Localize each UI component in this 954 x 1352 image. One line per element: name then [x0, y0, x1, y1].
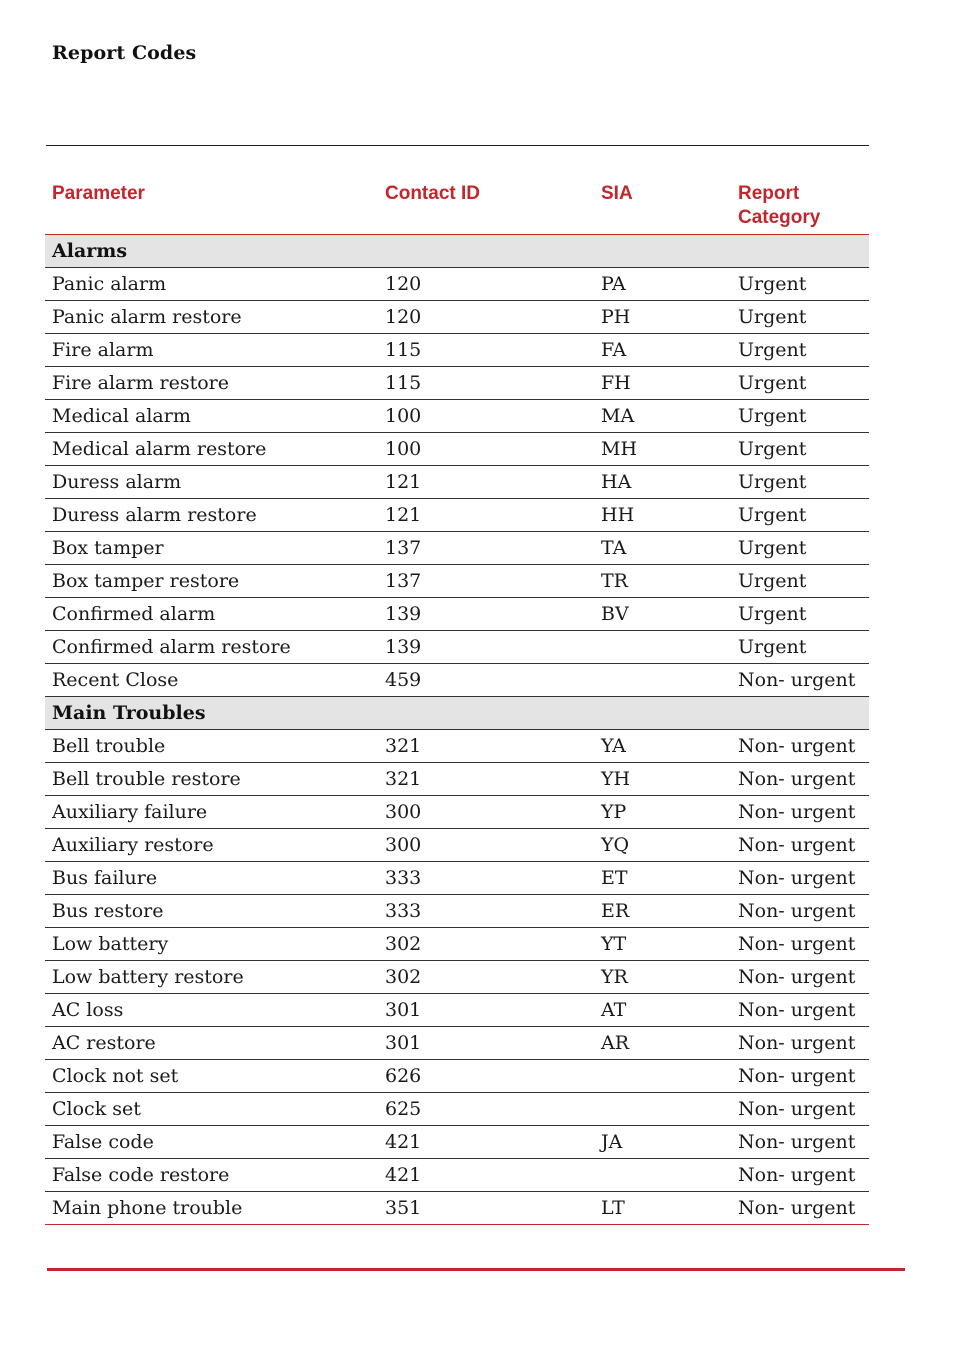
cell-contact-id: 302 [378, 928, 594, 961]
cell-sia: ET [594, 862, 731, 895]
cell-parameter: Fire alarm restore [45, 367, 378, 400]
cell-parameter: Confirmed alarm restore [45, 631, 378, 664]
table-row [45, 334, 869, 367]
table-row [45, 895, 869, 928]
table-row [45, 499, 869, 532]
cell-report-category: Urgent [731, 466, 869, 499]
cell-contact-id: 302 [378, 961, 594, 994]
table-row [45, 367, 869, 400]
cell-report-category: Non- urgent [731, 829, 869, 862]
cell-parameter: Panic alarm [45, 268, 378, 301]
table-row [45, 1126, 869, 1159]
cell-report-category: Non- urgent [731, 664, 869, 697]
table-row [45, 433, 869, 466]
cell-sia: YA [594, 730, 731, 763]
cell-parameter: Bell trouble [45, 730, 378, 763]
cell-sia: FA [594, 334, 731, 367]
cell-report-category: Urgent [731, 598, 869, 631]
table-row [45, 268, 869, 301]
cell-sia [594, 1093, 731, 1126]
cell-parameter: Panic alarm restore [45, 301, 378, 334]
table-row [45, 532, 869, 565]
cell-contact-id: 301 [378, 1027, 594, 1060]
cell-parameter: Fire alarm [45, 334, 378, 367]
cell-report-category: Urgent [731, 334, 869, 367]
cell-sia: MA [594, 400, 731, 433]
cell-contact-id: 137 [378, 532, 594, 565]
cell-parameter: Low battery [45, 928, 378, 961]
cell-report-category: Urgent [731, 565, 869, 598]
cell-contact-id: 300 [378, 796, 594, 829]
top-divider [46, 145, 869, 146]
cell-sia: HH [594, 499, 731, 532]
cell-sia: TA [594, 532, 731, 565]
cell-report-category: Non- urgent [731, 994, 869, 1027]
cell-sia: MH [594, 433, 731, 466]
table-row [45, 466, 869, 499]
section-cell-empty [594, 697, 731, 730]
page-title: Report Codes [52, 42, 197, 64]
cell-sia [594, 1060, 731, 1093]
cell-sia: YP [594, 796, 731, 829]
report-codes-table-container [45, 178, 869, 1225]
cell-parameter: Medical alarm [45, 400, 378, 433]
cell-contact-id: 120 [378, 268, 594, 301]
cell-report-category: Non- urgent [731, 862, 869, 895]
cell-contact-id: 301 [378, 994, 594, 1027]
cell-contact-id: 625 [378, 1093, 594, 1126]
cell-parameter: Medical alarm restore [45, 433, 378, 466]
cell-parameter: Recent Close [45, 664, 378, 697]
cell-report-category: Non- urgent [731, 895, 869, 928]
table-row [45, 664, 869, 697]
cell-sia: PH [594, 301, 731, 334]
cell-report-category: Non- urgent [731, 730, 869, 763]
section-cell-empty [731, 235, 869, 268]
cell-parameter: Main phone trouble [45, 1192, 378, 1225]
cell-parameter: Bus failure [45, 862, 378, 895]
cell-parameter: Auxiliary restore [45, 829, 378, 862]
cell-contact-id: 137 [378, 565, 594, 598]
footer-divider [47, 1268, 905, 1271]
table-row [45, 763, 869, 796]
cell-sia [594, 664, 731, 697]
cell-contact-id: 459 [378, 664, 594, 697]
cell-contact-id: 121 [378, 499, 594, 532]
cell-contact-id: 626 [378, 1060, 594, 1093]
cell-contact-id: 321 [378, 763, 594, 796]
section-title: Alarms [45, 235, 378, 268]
section-cell-empty [378, 235, 594, 268]
cell-contact-id: 321 [378, 730, 594, 763]
cell-report-category: Urgent [731, 499, 869, 532]
cell-sia [594, 1159, 731, 1192]
cell-sia: PA [594, 268, 731, 301]
cell-sia: TR [594, 565, 731, 598]
cell-contact-id: 351 [378, 1192, 594, 1225]
cell-parameter: Box tamper restore [45, 565, 378, 598]
cell-report-category: Urgent [731, 367, 869, 400]
cell-contact-id: 121 [378, 466, 594, 499]
cell-parameter: AC restore [45, 1027, 378, 1060]
cell-sia: JA [594, 1126, 731, 1159]
cell-report-category: Urgent [731, 268, 869, 301]
cell-sia: YT [594, 928, 731, 961]
header-parameter: Parameter [45, 178, 378, 235]
header-sia: SIA [594, 178, 731, 235]
cell-contact-id: 139 [378, 598, 594, 631]
cell-parameter: Auxiliary failure [45, 796, 378, 829]
table-row [45, 1027, 869, 1060]
table-row [45, 1060, 869, 1093]
header-contact-id: Contact ID [378, 178, 594, 235]
cell-parameter: Box tamper [45, 532, 378, 565]
cell-parameter: AC loss [45, 994, 378, 1027]
cell-sia: YQ [594, 829, 731, 862]
cell-contact-id: 139 [378, 631, 594, 664]
cell-parameter: False code restore [45, 1159, 378, 1192]
cell-contact-id: 115 [378, 367, 594, 400]
cell-report-category: Non- urgent [731, 1126, 869, 1159]
cell-contact-id: 120 [378, 301, 594, 334]
cell-parameter: Confirmed alarm [45, 598, 378, 631]
table-row [45, 730, 869, 763]
cell-contact-id: 115 [378, 334, 594, 367]
cell-sia: LT [594, 1192, 731, 1225]
cell-parameter: False code [45, 1126, 378, 1159]
table-header [45, 178, 869, 235]
table-row [45, 928, 869, 961]
cell-sia: YH [594, 763, 731, 796]
table-row [45, 796, 869, 829]
table-row [45, 598, 869, 631]
cell-report-category: Non- urgent [731, 796, 869, 829]
section-title: Main Troubles [45, 697, 378, 730]
cell-parameter: Duress alarm restore [45, 499, 378, 532]
cell-contact-id: 333 [378, 862, 594, 895]
table-row [45, 1093, 869, 1126]
table-row [45, 400, 869, 433]
cell-parameter: Duress alarm [45, 466, 378, 499]
section-cell-empty [731, 697, 869, 730]
table-body [45, 235, 869, 1225]
cell-parameter: Bus restore [45, 895, 378, 928]
cell-report-category: Non- urgent [731, 1060, 869, 1093]
cell-contact-id: 100 [378, 400, 594, 433]
cell-report-category: Non- urgent [731, 928, 869, 961]
cell-sia: YR [594, 961, 731, 994]
cell-report-category: Non- urgent [731, 1192, 869, 1225]
cell-parameter: Clock set [45, 1093, 378, 1126]
cell-report-category: Non- urgent [731, 1027, 869, 1060]
cell-sia: HA [594, 466, 731, 499]
cell-contact-id: 333 [378, 895, 594, 928]
cell-sia: ER [594, 895, 731, 928]
cell-contact-id: 421 [378, 1159, 594, 1192]
table-row [45, 565, 869, 598]
table-row [45, 631, 869, 664]
table-row [45, 961, 869, 994]
cell-report-category: Non- urgent [731, 1093, 869, 1126]
section-cell-empty [594, 235, 731, 268]
table-row [45, 829, 869, 862]
cell-report-category: Non- urgent [731, 763, 869, 796]
header-report-category: Report Category [731, 178, 869, 235]
section-cell-empty [378, 697, 594, 730]
table-row [45, 1192, 869, 1225]
cell-sia: BV [594, 598, 731, 631]
table-row [45, 1159, 869, 1192]
table-row [45, 862, 869, 895]
cell-report-category: Urgent [731, 433, 869, 466]
cell-report-category: Urgent [731, 631, 869, 664]
cell-contact-id: 100 [378, 433, 594, 466]
cell-sia [594, 631, 731, 664]
cell-report-category: Non- urgent [731, 961, 869, 994]
cell-sia: AR [594, 1027, 731, 1060]
cell-sia: AT [594, 994, 731, 1027]
cell-report-category: Urgent [731, 400, 869, 433]
report-codes-table [45, 178, 869, 1225]
cell-report-category: Urgent [731, 532, 869, 565]
cell-contact-id: 300 [378, 829, 594, 862]
cell-parameter: Bell trouble restore [45, 763, 378, 796]
table-row [45, 994, 869, 1027]
section-row [45, 235, 869, 268]
cell-parameter: Low battery restore [45, 961, 378, 994]
cell-sia: FH [594, 367, 731, 400]
section-row [45, 697, 869, 730]
table-row [45, 301, 869, 334]
header-row [45, 178, 869, 235]
cell-parameter: Clock not set [45, 1060, 378, 1093]
cell-report-category: Urgent [731, 301, 869, 334]
cell-contact-id: 421 [378, 1126, 594, 1159]
cell-report-category: Non- urgent [731, 1159, 869, 1192]
